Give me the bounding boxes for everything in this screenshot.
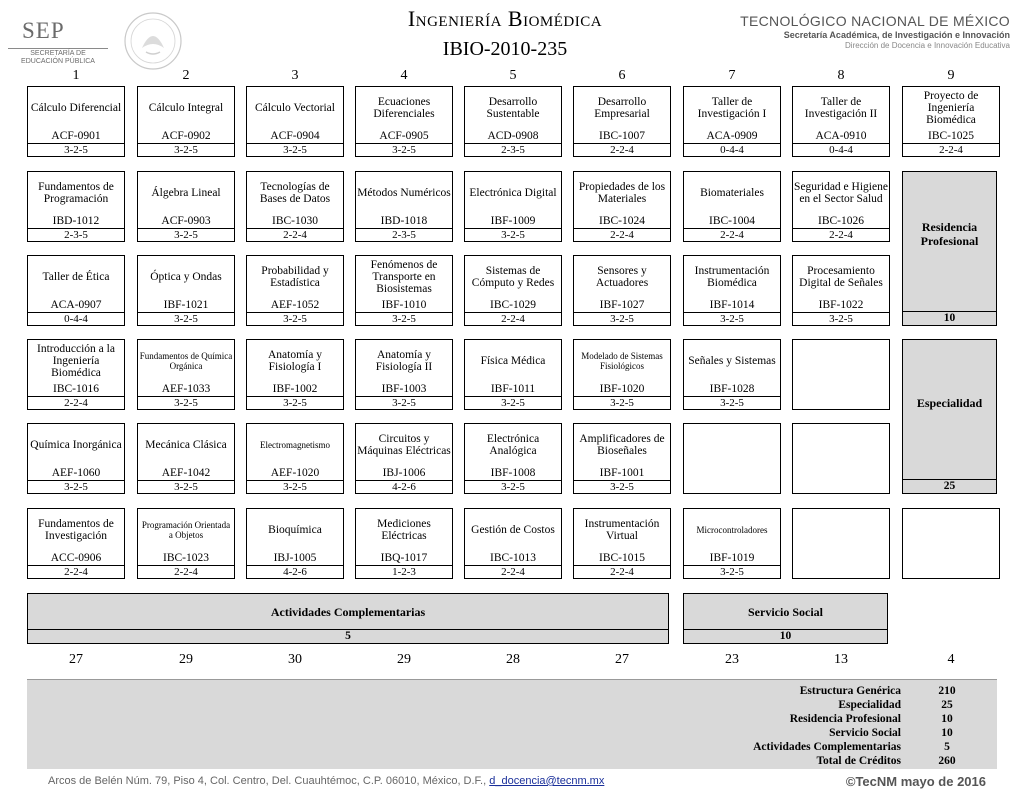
course-code: IBC-1024 <box>599 215 645 227</box>
course-code: IBQ-1017 <box>380 552 428 564</box>
semester-number: 5 <box>509 68 517 83</box>
course-code: ACF-0904 <box>270 130 320 142</box>
residencia-label: Residencia Profesional <box>920 220 979 248</box>
credit-summary <box>27 679 997 769</box>
course-card <box>683 255 781 326</box>
footer-address <box>48 775 604 787</box>
course-card <box>246 255 344 326</box>
course-name: Óptica y Ondas <box>150 271 222 283</box>
course-card <box>464 508 562 579</box>
course-credits: 2-3-5 <box>64 229 88 241</box>
course-code: IBF-1021 <box>163 299 209 311</box>
semester-number: 6 <box>618 68 626 83</box>
course-credits: 3-2-5 <box>501 229 525 241</box>
residencia-block <box>902 171 997 326</box>
course-name: Taller de Investigación II <box>804 96 878 120</box>
course-name: Microcontroladores <box>696 525 768 535</box>
course-card <box>246 171 344 242</box>
sep-logo: SEP <box>22 18 65 43</box>
course-credits: 2-2-4 <box>610 566 634 578</box>
course-code: IBF-1002 <box>272 383 318 395</box>
servicio-social-block <box>683 593 888 644</box>
course-code: AEF-1020 <box>270 467 320 479</box>
course-card <box>137 339 235 410</box>
course-name: Fundamentos de Programación <box>38 181 114 205</box>
course-name: Tecnologías de Bases de Datos <box>259 181 331 205</box>
course-credits: 2-2-4 <box>64 566 88 578</box>
course-name: Modelado de Sistemas Fisiológicos <box>581 351 663 371</box>
complementarias-credits: 5 <box>28 629 668 643</box>
residencia-credits: 10 <box>903 311 996 325</box>
course-card <box>27 86 125 157</box>
course-card <box>573 255 671 326</box>
semester-number: 2 <box>182 68 190 83</box>
course-card <box>355 171 453 242</box>
course-card <box>246 508 344 579</box>
course-card <box>464 255 562 326</box>
course-credits: 2-2-4 <box>501 566 525 578</box>
course-code: IBF-1010 <box>381 299 427 311</box>
semester-number: 4 <box>400 68 408 83</box>
empty-course-slot <box>792 423 890 494</box>
course-name: Sistemas de Cómputo y Redes <box>471 265 555 289</box>
course-card <box>27 423 125 494</box>
course-credits: 3-2-5 <box>283 397 307 409</box>
course-code: IBC-1025 <box>928 130 974 142</box>
course-code: ACA-0910 <box>815 130 867 142</box>
summary-value: 210 <box>938 685 956 697</box>
course-name: Procesamiento Digital de Señales <box>799 265 883 289</box>
empty-course-slot <box>792 508 890 579</box>
course-name: Proyecto de Ingeniería Biomédica <box>923 90 979 126</box>
mexico-seal-icon <box>122 10 184 72</box>
semester-total: 28 <box>506 652 520 667</box>
course-name: Fundamentos de Investigación <box>38 518 114 542</box>
semester-number: 3 <box>291 68 299 83</box>
semester-total: 4 <box>947 652 955 667</box>
course-code: IBC-1029 <box>490 299 536 311</box>
course-code: IBC-1015 <box>599 552 645 564</box>
course-card <box>246 423 344 494</box>
summary-value: 25 <box>941 699 953 711</box>
course-code: IBF-1022 <box>818 299 864 311</box>
course-card <box>464 423 562 494</box>
course-name: Gestión de Costos <box>471 524 555 536</box>
empty-course-slot <box>792 339 890 410</box>
course-code: IBC-1023 <box>163 552 209 564</box>
semester-number: 1 <box>72 68 80 83</box>
course-card <box>355 423 453 494</box>
semester-total: 29 <box>179 652 193 667</box>
course-card <box>27 508 125 579</box>
copyright: ©TecNM mayo de 2016 <box>845 774 986 789</box>
course-code: IBD-1018 <box>380 215 428 227</box>
course-code: ACA-0909 <box>706 130 758 142</box>
course-name: Electrónica Analógica <box>486 433 540 457</box>
divider <box>8 48 108 49</box>
course-card <box>792 86 890 157</box>
course-card <box>137 171 235 242</box>
servicio-social-label: Servicio Social <box>748 605 823 619</box>
course-code: IBF-1001 <box>599 467 645 479</box>
semester-total: 23 <box>725 652 739 667</box>
course-card <box>464 339 562 410</box>
course-credits: 2-2-4 <box>283 229 307 241</box>
course-name: Desarrollo Sustentable <box>486 96 540 120</box>
course-card <box>137 86 235 157</box>
semester-total: 30 <box>288 652 302 667</box>
course-credits: 3-2-5 <box>610 397 634 409</box>
address-text: Arcos de Belén Núm. 79, Piso 4, Col. Centro, Del. Cuauhtémoc, C.P. 06010, México, D.F., <box>48 775 490 787</box>
summary-value: 260 <box>938 755 956 767</box>
course-name: Mediciones Eléctricas <box>377 518 431 542</box>
course-credits: 3-2-5 <box>174 481 198 493</box>
course-code: IBC-1030 <box>272 215 318 227</box>
course-credits: 3-2-5 <box>829 313 853 325</box>
course-code: IBF-1003 <box>381 383 427 395</box>
summary-label: Total de Créditos <box>816 755 901 767</box>
especialidad-block <box>902 339 997 494</box>
course-credits: 3-2-5 <box>174 229 198 241</box>
course-credits: 2-2-4 <box>501 313 525 325</box>
semester-number: 9 <box>947 68 955 83</box>
course-name: Fenómenos de Transporte en Biosistemas <box>370 259 438 295</box>
course-name: Amplificadores de Bioseñales <box>579 433 665 457</box>
course-credits: 3-2-5 <box>174 144 198 156</box>
course-name: Métodos Numéricos <box>357 187 451 199</box>
course-credits: 3-2-5 <box>64 144 88 156</box>
course-credits: 3-2-5 <box>174 313 198 325</box>
course-name: Álgebra Lineal <box>151 187 221 199</box>
course-card <box>683 86 781 157</box>
course-card <box>573 339 671 410</box>
course-name: Electromagnetismo <box>260 440 330 450</box>
course-code: ACF-0905 <box>379 130 429 142</box>
course-card <box>573 171 671 242</box>
summary-label: Actividades Complementarias <box>753 741 901 753</box>
course-name: Desarrollo Empresarial <box>594 96 650 120</box>
course-credits: 2-3-5 <box>392 229 416 241</box>
actividades-complementarias-block <box>27 593 669 644</box>
course-code: IBF-1020 <box>599 383 645 395</box>
summary-value: 10 <box>941 727 953 739</box>
course-card <box>27 339 125 410</box>
course-name: Sensores y Actuadores <box>595 265 649 289</box>
course-credits: 4-2-6 <box>283 566 307 578</box>
course-name: Fundamentos de Química Orgánica <box>139 351 233 371</box>
complementarias-label: Actividades Complementarias <box>270 605 426 619</box>
course-credits: 3-2-5 <box>501 481 525 493</box>
course-code: IBJ-1005 <box>273 552 317 564</box>
course-code: ACA-0907 <box>50 299 102 311</box>
course-card <box>137 255 235 326</box>
course-credits: 3-2-5 <box>64 481 88 493</box>
course-name: Anatomía y Fisiología I <box>268 349 322 373</box>
course-name: Introducción a la Ingeniería Biomédica <box>37 343 115 379</box>
email-link[interactable]: d_docencia@tecnm.mx <box>489 775 605 787</box>
summary-label: Especialidad <box>838 699 901 711</box>
course-credits: 2-2-4 <box>64 397 88 409</box>
course-card <box>355 255 453 326</box>
course-code: IBC-1016 <box>53 383 99 395</box>
course-credits: 3-2-5 <box>720 313 744 325</box>
course-code: ACD-0908 <box>487 130 539 142</box>
especialidad-label: Especialidad <box>916 396 983 410</box>
course-code: AEF-1052 <box>270 299 320 311</box>
summary-label: Servicio Social <box>829 727 901 739</box>
course-name: Señales y Sistemas <box>688 355 776 367</box>
course-card <box>355 508 453 579</box>
course-code: IBF-1027 <box>599 299 645 311</box>
course-card <box>683 339 781 410</box>
course-name: Química Inorgánica <box>30 439 122 451</box>
course-credits: 3-2-5 <box>283 144 307 156</box>
course-code: IBC-1026 <box>818 215 864 227</box>
course-credits: 3-2-5 <box>501 397 525 409</box>
course-credits: 3-2-5 <box>283 481 307 493</box>
course-card <box>573 423 671 494</box>
course-credits: 2-2-4 <box>610 229 634 241</box>
course-credits: 3-2-5 <box>283 313 307 325</box>
course-name: Biomateriales <box>700 187 764 199</box>
course-code: ACF-0903 <box>161 215 211 227</box>
course-name: Mecánica Clásica <box>145 439 227 451</box>
course-card <box>137 423 235 494</box>
course-card <box>683 508 781 579</box>
course-credits: 3-2-5 <box>720 397 744 409</box>
page-title: Ingeniería Biomédica <box>407 6 603 31</box>
course-card <box>355 86 453 157</box>
course-card <box>573 86 671 157</box>
course-name: Anatomía y Fisiología II <box>375 349 433 373</box>
semester-total: 29 <box>397 652 411 667</box>
course-name: Taller de Investigación I <box>697 96 767 120</box>
course-credits: 2-3-5 <box>501 144 525 156</box>
course-credits: 1-2-3 <box>392 566 416 578</box>
course-credits: 0-4-4 <box>829 144 853 156</box>
course-credits: 2-2-4 <box>610 144 634 156</box>
course-code: ACF-0901 <box>51 130 101 142</box>
course-name: Programación Orientada a Objetos <box>141 520 231 540</box>
course-card <box>137 508 235 579</box>
course-card <box>27 255 125 326</box>
course-name: Taller de Ética <box>42 271 110 283</box>
empty-course-slot <box>683 423 781 494</box>
semester-number: 7 <box>728 68 736 83</box>
course-code: ACF-0902 <box>161 130 211 142</box>
course-name: Instrumentación Virtual <box>584 518 660 542</box>
course-name: Instrumentación Biomédica <box>694 265 770 289</box>
course-code: AEF-1060 <box>51 467 101 479</box>
summary-value: 5 <box>944 741 950 753</box>
course-card <box>683 171 781 242</box>
course-credits: 3-2-5 <box>392 397 416 409</box>
plan-code: IBIO-2010-235 <box>442 38 568 60</box>
course-name: Física Médica <box>480 355 546 367</box>
course-credits: 2-2-4 <box>174 566 198 578</box>
servicio-social-credits: 10 <box>684 629 887 643</box>
course-name: Electrónica Digital <box>469 187 557 199</box>
course-credits: 2-2-4 <box>720 229 744 241</box>
course-card <box>27 171 125 242</box>
course-code: IBF-1008 <box>490 467 536 479</box>
course-name: Cálculo Diferencial <box>30 102 122 114</box>
semester-total: 27 <box>69 652 83 667</box>
summary-label: Residencia Profesional <box>789 713 901 725</box>
course-code: IBC-1013 <box>490 552 536 564</box>
course-name: Ecuaciones Diferenciales <box>373 96 435 120</box>
especialidad-credits: 25 <box>903 479 996 493</box>
course-card <box>355 339 453 410</box>
course-credits: 4-2-6 <box>392 481 416 493</box>
sep-logo-block <box>0 8 120 70</box>
course-card <box>573 508 671 579</box>
sep-subtitle: SECRETARÍA DE EDUCACIÓN PÚBLICA <box>21 50 95 65</box>
course-code: IBF-1014 <box>709 299 755 311</box>
course-card <box>246 339 344 410</box>
course-credits: 3-2-5 <box>720 566 744 578</box>
course-credits: 3-2-5 <box>610 313 634 325</box>
course-card <box>464 171 562 242</box>
tecnm-secretaria: Secretaría Académica, de Investigación e Innovación <box>783 30 1010 40</box>
course-code: IBD-1012 <box>52 215 100 227</box>
course-card <box>902 86 1000 157</box>
tecnm-header <box>740 13 1010 50</box>
course-code: IBC-1004 <box>709 215 755 227</box>
course-credits: 0-4-4 <box>64 313 88 325</box>
course-code: IBJ-1006 <box>382 467 426 479</box>
course-code: IBF-1028 <box>709 383 755 395</box>
course-name: Propiedades de los Materiales <box>578 181 666 205</box>
course-code: IBF-1009 <box>490 215 536 227</box>
course-code: IBF-1019 <box>709 552 755 564</box>
semester-number: 8 <box>837 68 845 83</box>
course-name: Cálculo Vectorial <box>255 102 335 114</box>
course-name: Bioquímica <box>268 524 322 536</box>
tecnm-name: TECNOLÓGICO NACIONAL DE MÉXICO <box>740 13 1010 29</box>
course-card <box>792 171 890 242</box>
summary-label: Estructura Genérica <box>799 685 901 697</box>
course-credits: 3-2-5 <box>392 144 416 156</box>
course-card <box>792 255 890 326</box>
course-code: AEF-1033 <box>161 383 211 395</box>
course-code: AEF-1042 <box>161 467 211 479</box>
empty-course-slot <box>902 508 1000 579</box>
course-name: Seguridad e Higiene en el Sector Salud <box>794 181 888 205</box>
course-code: IBC-1007 <box>599 130 645 142</box>
course-credits: 3-2-5 <box>174 397 198 409</box>
course-name: Cálculo Integral <box>148 102 224 114</box>
tecnm-direccion: Dirección de Docencia e Innovación Educativa <box>845 41 1010 50</box>
course-code: ACC-0906 <box>50 552 102 564</box>
course-credits: 2-2-4 <box>939 144 963 156</box>
course-credits: 3-2-5 <box>392 313 416 325</box>
course-card <box>246 86 344 157</box>
summary-value: 10 <box>941 713 953 725</box>
course-name: Probabilidad y Estadística <box>261 265 329 289</box>
course-name: Circuitos y Máquinas Eléctricas <box>357 433 451 457</box>
course-credits: 2-2-4 <box>829 229 853 241</box>
course-credits: 3-2-5 <box>610 481 634 493</box>
semester-total: 27 <box>615 652 629 667</box>
semester-total: 13 <box>834 652 848 667</box>
course-card <box>464 86 562 157</box>
course-credits: 0-4-4 <box>720 144 744 156</box>
course-code: IBF-1011 <box>490 383 536 395</box>
